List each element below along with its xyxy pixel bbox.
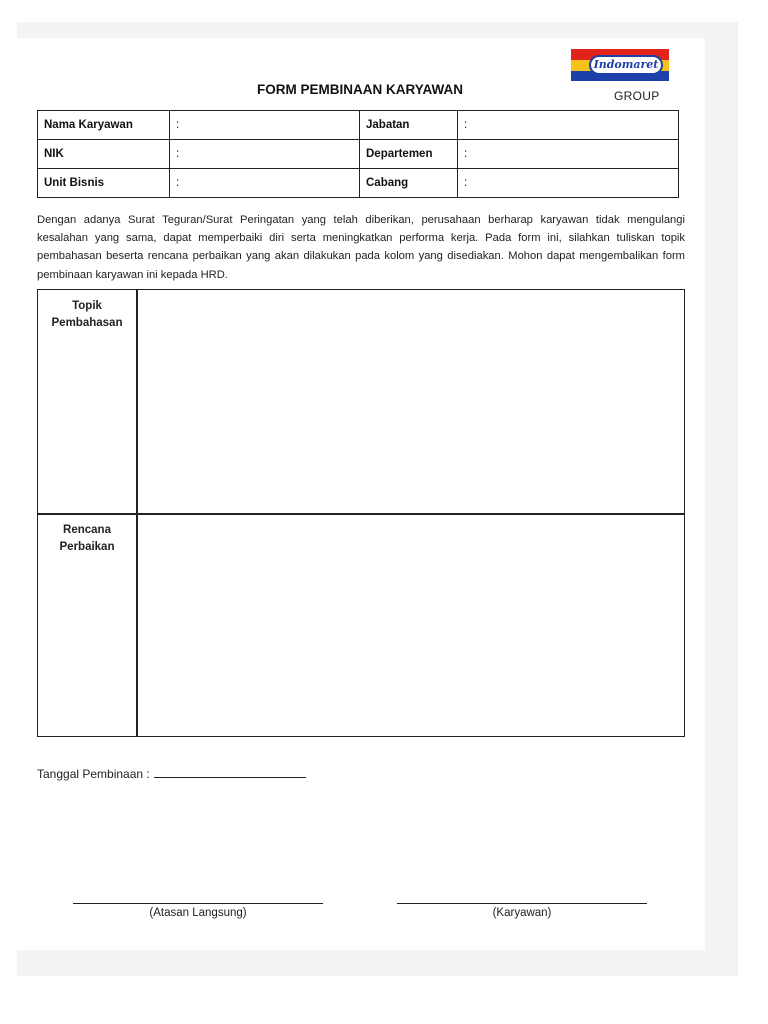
field-unit-bisnis[interactable]: : xyxy=(170,169,360,198)
label-nama-karyawan: Nama Karyawan xyxy=(38,111,170,140)
rencana-label-line2: Perbaikan xyxy=(59,541,115,553)
signature-label-karyawan: (Karyawan) xyxy=(492,907,552,919)
logo-group-text: GROUP xyxy=(614,89,660,103)
rencana-label xyxy=(38,522,136,556)
field-jabatan[interactable]: : xyxy=(458,111,679,140)
page-title: FORM PEMBINAAN KARYAWAN xyxy=(256,82,463,97)
topik-label xyxy=(38,298,136,332)
tanggal-label: Tanggal Pembinaan : xyxy=(37,767,150,781)
label-nik: NIK xyxy=(38,140,170,169)
logo-badge xyxy=(589,55,663,75)
intro-paragraph: Dengan adanya Surat Teguran/Surat Peringatan yang telah diberikan, perusahaan berharap karyawan tidak mengulangi kesalahan yang sama, dapat memperbaiki diri serta meningkatkan performa kerja. Pada form ini, silahkan tuliskan topik pembahasan beserta rencana perbaikan yang akan dilakukan pada kolom yang disediakan. Mohon dapat mengembalikan form pembinaan karyawan ini kepada HRD. xyxy=(37,214,685,281)
label-cabang: Cabang xyxy=(360,169,458,198)
field-cabang[interactable]: : xyxy=(458,169,679,198)
table-row xyxy=(38,169,679,198)
rencana-input-area[interactable] xyxy=(138,515,684,736)
field-nama-karyawan[interactable]: : xyxy=(170,111,360,140)
table-row xyxy=(38,140,679,169)
topik-label-line2: Pembahasan xyxy=(51,317,123,329)
table-row xyxy=(38,111,679,140)
logo-brand-text: Indomaret xyxy=(593,58,659,71)
topik-label-line1: Topik xyxy=(72,300,102,312)
rencana-label-line1: Rencana xyxy=(63,524,111,536)
company-logo xyxy=(571,49,669,81)
tanggal-input-line[interactable] xyxy=(154,765,306,778)
employee-info-table xyxy=(37,110,679,198)
label-departemen: Departemen xyxy=(360,140,458,169)
label-unit-bisnis: Unit Bisnis xyxy=(38,169,170,198)
field-departemen[interactable]: : xyxy=(458,140,679,169)
field-nik[interactable]: : xyxy=(170,140,360,169)
signature-line-atasan[interactable] xyxy=(73,903,323,904)
tanggal-pembinaan xyxy=(37,765,306,781)
signature-label-atasan: (Atasan Langsung) xyxy=(149,907,247,919)
label-jabatan: Jabatan xyxy=(360,111,458,140)
signature-line-karyawan[interactable] xyxy=(397,903,647,904)
pembinaan-box xyxy=(37,289,685,737)
topik-input-area[interactable] xyxy=(138,290,684,513)
